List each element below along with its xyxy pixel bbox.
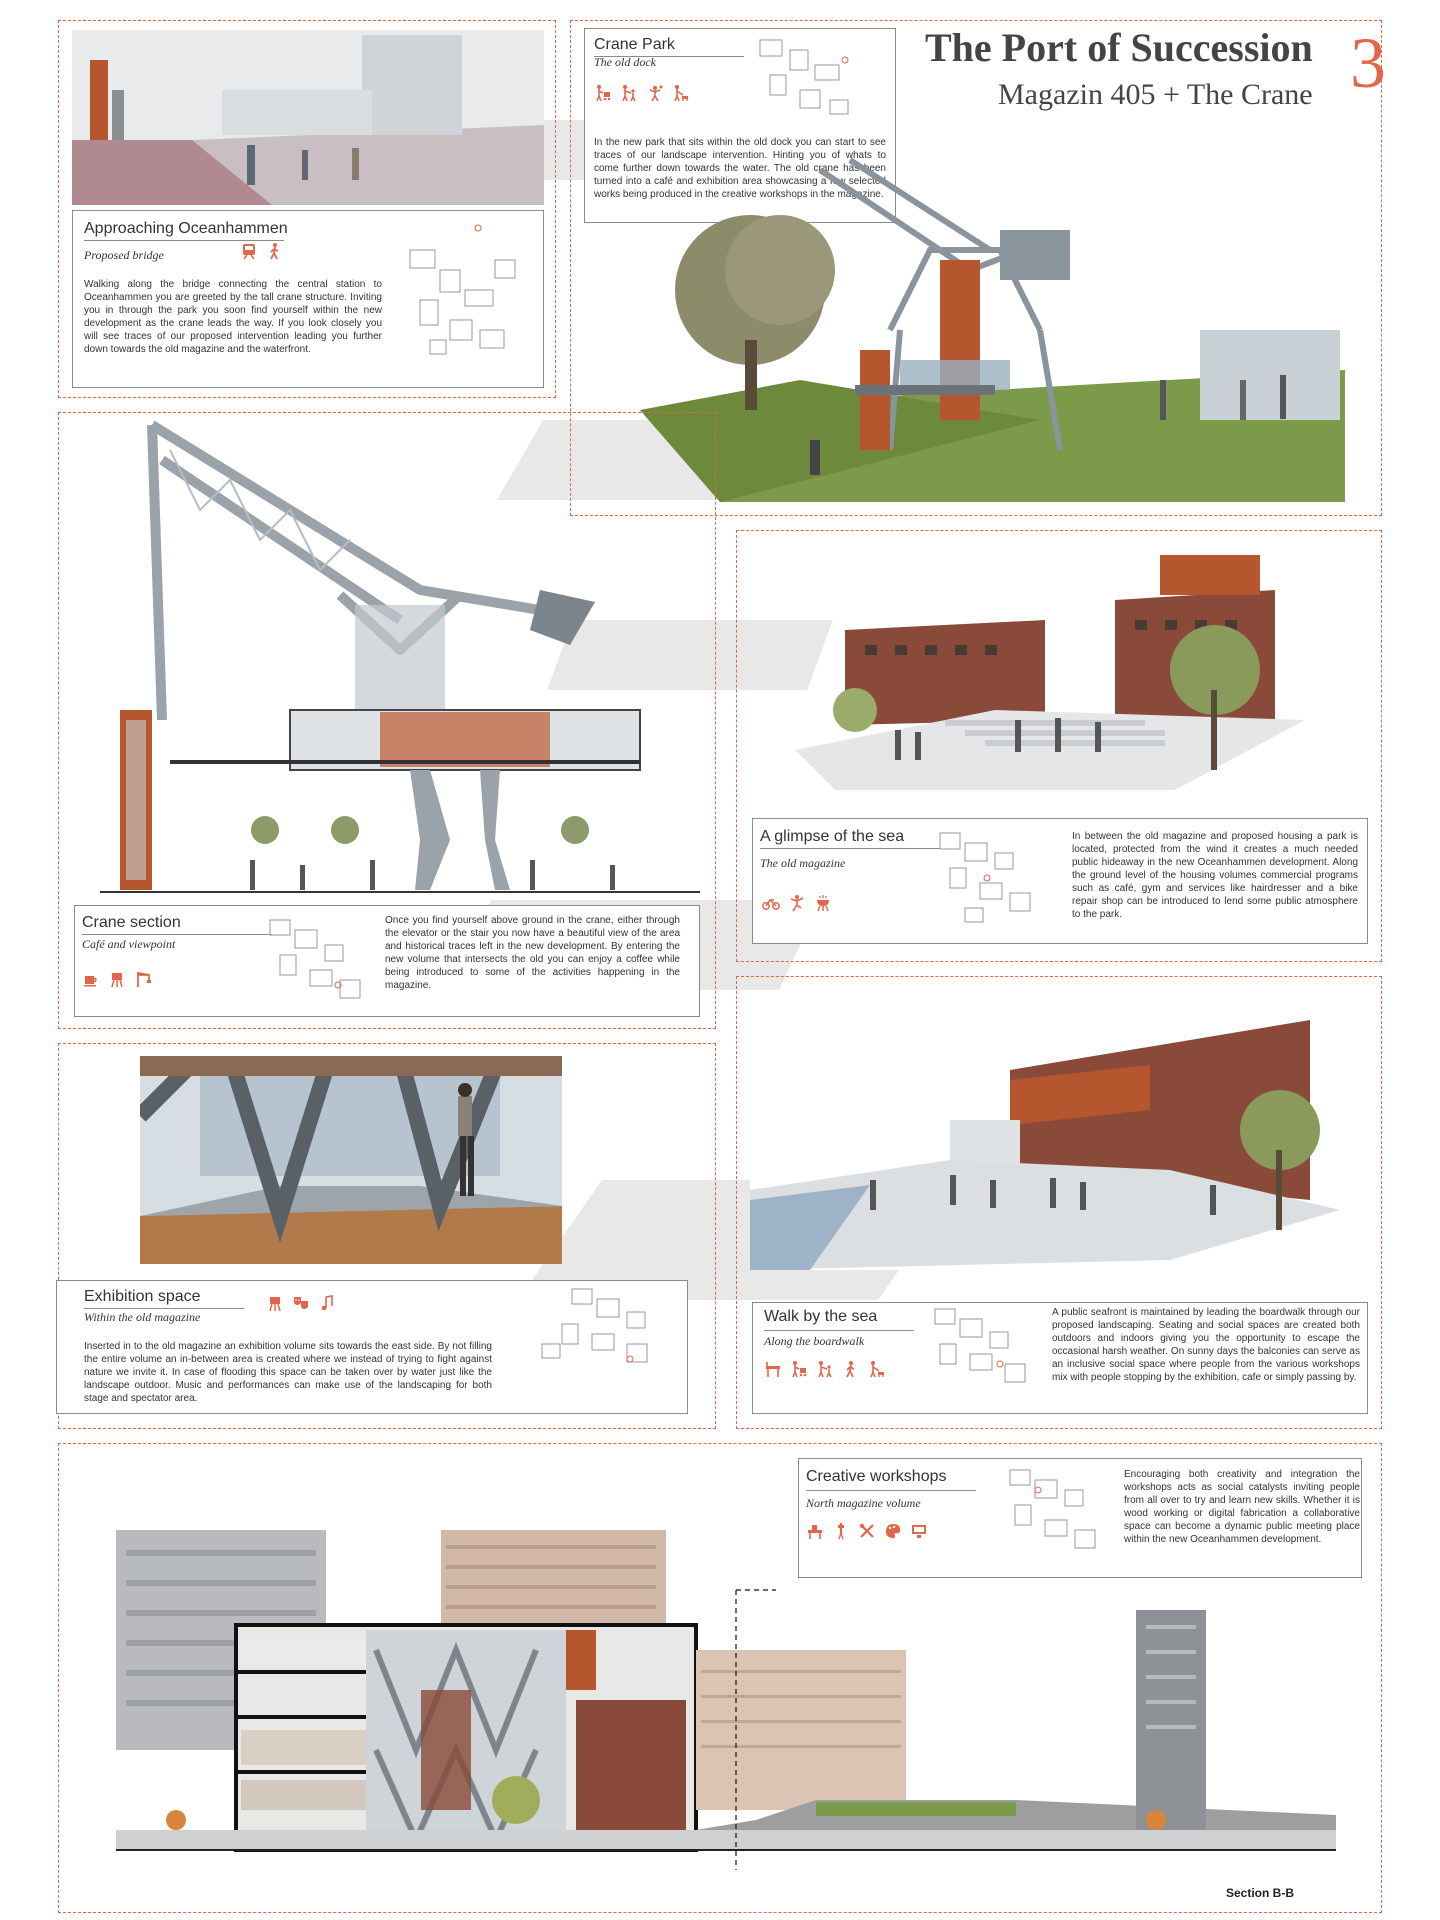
glimpse-icons [762, 894, 832, 912]
workshops-subtitle: North magazine volume [806, 1496, 921, 1510]
walk-sea-icons [764, 1360, 886, 1378]
crane-icon [134, 970, 152, 988]
family-walk-icon [620, 84, 638, 102]
walk-sea-subtitle: Along the boardwalk [764, 1334, 865, 1348]
approach-minimap [400, 220, 536, 380]
coffee-icon [82, 970, 100, 988]
approach-divider [84, 240, 284, 241]
crane-section-text: Once you find yourself above ground in the crane, either through the elevator or the stair you now have a beautiful view of the area and historical traces left in the new development. By entering the new volume that intersects the old you can enjoy a coffee while being introduced to some of the activities happening in the magazine. [385, 915, 680, 991]
exhibition-title: Exhibition space [84, 1288, 201, 1305]
crane-section-drawing [100, 420, 700, 895]
crane-section-title: Crane section [82, 914, 181, 931]
glimpse-text: In between the old magazine and proposed housing a park is located, protected from the wind it creates a much needed public hideaway in the new Oceanhammen development. Along the ground level of the housing volumes commercial programs such as café, gym and services like hairdresser and a bike repair shop can be introduced to lend some public atmosphere to the park. [1072, 831, 1358, 920]
family-stroller-icon [594, 84, 612, 102]
exhibition-divider [84, 1308, 244, 1309]
page-title: The Port of Succession [925, 25, 1313, 70]
walking-person-icon [266, 242, 284, 260]
crane-park-minimap [740, 30, 890, 130]
dog-walk-icon [868, 1360, 886, 1378]
approach-text: Walking along the bridge connecting the central station to Oceanhammen you are greeted by the tall crane structure. Inviting you in through the park you soon find yourself within the new development as the crane leads the way. If you look closely you will see traces of our proposed intervention leading you further down towards the old magazine and the waterfront. [84, 279, 382, 355]
workshops-title: Creative workshops [806, 1468, 947, 1485]
glimpse-minimap [925, 828, 1065, 936]
child-play-icon [646, 84, 664, 102]
page-number: 3 [1350, 23, 1386, 103]
crane-section-minimap [240, 915, 380, 1015]
glimpse-divider [760, 848, 940, 849]
exhibition-minimap [532, 1284, 682, 1384]
crane-park-title: Crane Park [594, 36, 675, 53]
dancer-icon [788, 894, 806, 912]
section-label: Section B-B [1226, 1886, 1295, 1900]
music-note-icon [318, 1294, 336, 1312]
approach-title: Approaching Oceanhammen [84, 220, 288, 237]
crane-section-icons [82, 970, 152, 988]
grill-icon [814, 894, 832, 912]
section-b-b-drawing [116, 1530, 1336, 1870]
walk-sea-render [750, 1010, 1340, 1270]
bridge-render [72, 30, 544, 205]
crane-park-icons [594, 84, 690, 102]
train-icon [240, 242, 258, 260]
approach-icons [240, 242, 284, 260]
seating-icon [764, 1360, 782, 1378]
crane-park-text: In the new park that sits within the old dock you can start to see traces of our landscape intervention. Hinting you of whats to come further down towards the water. The old crane has been turned into a café and exhibition area showcasing a few selected works being produced in the creative workshops in the magazine. [594, 137, 886, 200]
crane-park-subtitle: The old dock [594, 55, 656, 69]
easel-icon [266, 1294, 284, 1312]
glimpse-subtitle: The old magazine [760, 856, 846, 870]
glimpse-title: A glimpse of the sea [760, 828, 905, 845]
exhibition-subtitle: Within the old magazine [84, 1310, 201, 1324]
workshops-divider [806, 1490, 976, 1491]
family-walk-icon [816, 1360, 834, 1378]
crane-section-subtitle: Café and viewpoint [82, 937, 176, 951]
walk-sea-minimap [920, 1304, 1060, 1404]
exhibition-text: Inserted in to the old magazine an exhibition volume sits towards the east side. By not filling the entire volume an in-between area is created where we instead of trying to fight against nature we invite it. In case of flooding this space can be taken over by water just like the landscape outdoor. Music and performances can make use of the landscaping for both stage and spectator area. [84, 1341, 492, 1404]
bicycle-icon [762, 894, 780, 912]
walk-sea-text: A public seafront is maintained by leading the boardwalk through our proposed landscaping. Seating and social spaces are created both outdoors and indoors giving you the opportunity to escape the occasional harsh weather. On sunny days the balconies can serve as an inclusive social space where people from the various workshops mix with people stopping by the exhibition, cafe or simply passing by. [1052, 1307, 1360, 1383]
exhibition-render [140, 1056, 562, 1264]
walk-sea-divider [764, 1330, 914, 1331]
easel-icon [108, 970, 126, 988]
walking-person-icon [842, 1360, 860, 1378]
walk-sea-title: Walk by the sea [764, 1308, 878, 1325]
crane-park-render [640, 130, 1345, 502]
page-subtitle: Magazin 405 + The Crane [998, 78, 1313, 111]
family-stroller-icon [790, 1360, 808, 1378]
approach-subtitle: Proposed bridge [84, 248, 164, 262]
workshops-text: Encouraging both creativity and integration the workshops acts as social catalysts inviting people from all over to try and learn new skills. Whether it is wood working or digital fabrication a collaborative space can become a dynamic public meeting place within the new Oceanhammen development. [1124, 1469, 1360, 1545]
exhibition-icons [266, 1294, 336, 1312]
glimpse-render [795, 550, 1305, 790]
theatre-masks-icon [292, 1294, 310, 1312]
dog-walk-icon [672, 84, 690, 102]
